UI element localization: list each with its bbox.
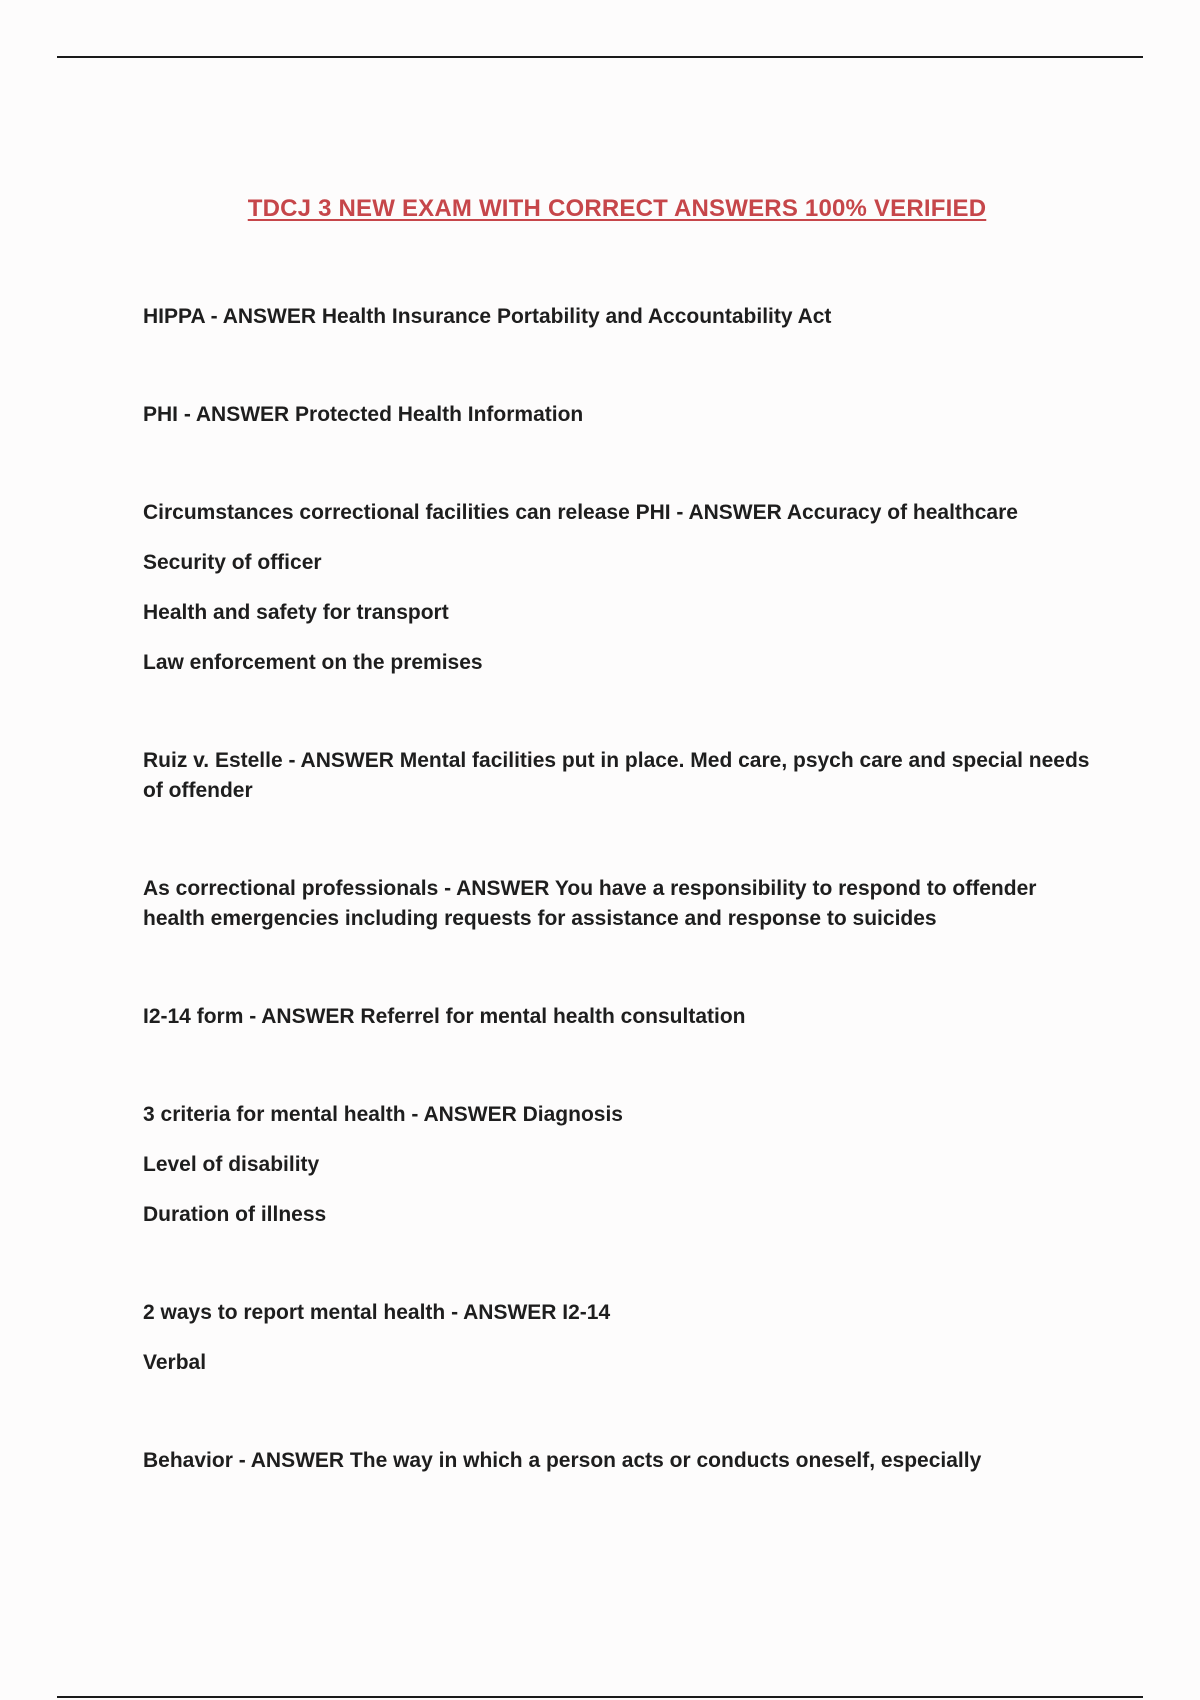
qa-line: Verbal xyxy=(143,1351,207,1374)
qa-line: Health and safety for transport xyxy=(143,601,449,624)
bottom-divider xyxy=(57,1696,1143,1698)
qa-line: Ruiz v. Estelle - ANSWER Mental facilities put in place. Med care, psych care and special needs of offender xyxy=(143,749,1090,802)
qa-line: HIPPA - ANSWER Health Insurance Portability and Accountability Act xyxy=(143,305,832,328)
qa-entry xyxy=(143,498,1093,678)
qa-line: Behavior - ANSWER The way in which a person acts or conducts oneself, especially xyxy=(143,1449,982,1472)
qa-entry xyxy=(143,1298,1093,1378)
qa-line: Security of officer xyxy=(143,551,322,574)
qa-entry xyxy=(143,302,1093,332)
qa-entry xyxy=(143,1002,1093,1032)
qa-line: As correctional professionals - ANSWER You have a responsibility to respond to offender health emergencies including requests for assistance and response to suicides xyxy=(143,877,1037,930)
qa-line: 3 criteria for mental health - ANSWER Diagnosis xyxy=(143,1103,623,1126)
qa-entry xyxy=(143,1446,1093,1476)
qa-line: Law enforcement on the premises xyxy=(143,651,483,674)
qa-line: Circumstances correctional facilities can release PHI - ANSWER Accuracy of healthcare xyxy=(143,501,1018,524)
qa-entry xyxy=(143,400,1093,430)
qa-entry xyxy=(143,1100,1093,1230)
qa-list xyxy=(143,302,1093,1544)
qa-line: Level of disability xyxy=(143,1153,320,1176)
qa-line: I2-14 form - ANSWER Referrel for mental health consultation xyxy=(143,1005,746,1028)
top-divider xyxy=(57,56,1143,58)
qa-entry xyxy=(143,746,1093,806)
qa-line: Duration of illness xyxy=(143,1203,327,1226)
qa-line: PHI - ANSWER Protected Health Information xyxy=(143,403,584,426)
page-title: TDCJ 3 NEW EXAM WITH CORRECT ANSWERS 100% VERIFIED xyxy=(247,195,987,222)
qa-entry xyxy=(143,874,1093,934)
qa-line: 2 ways to report mental health - ANSWER I2-14 xyxy=(143,1301,611,1324)
